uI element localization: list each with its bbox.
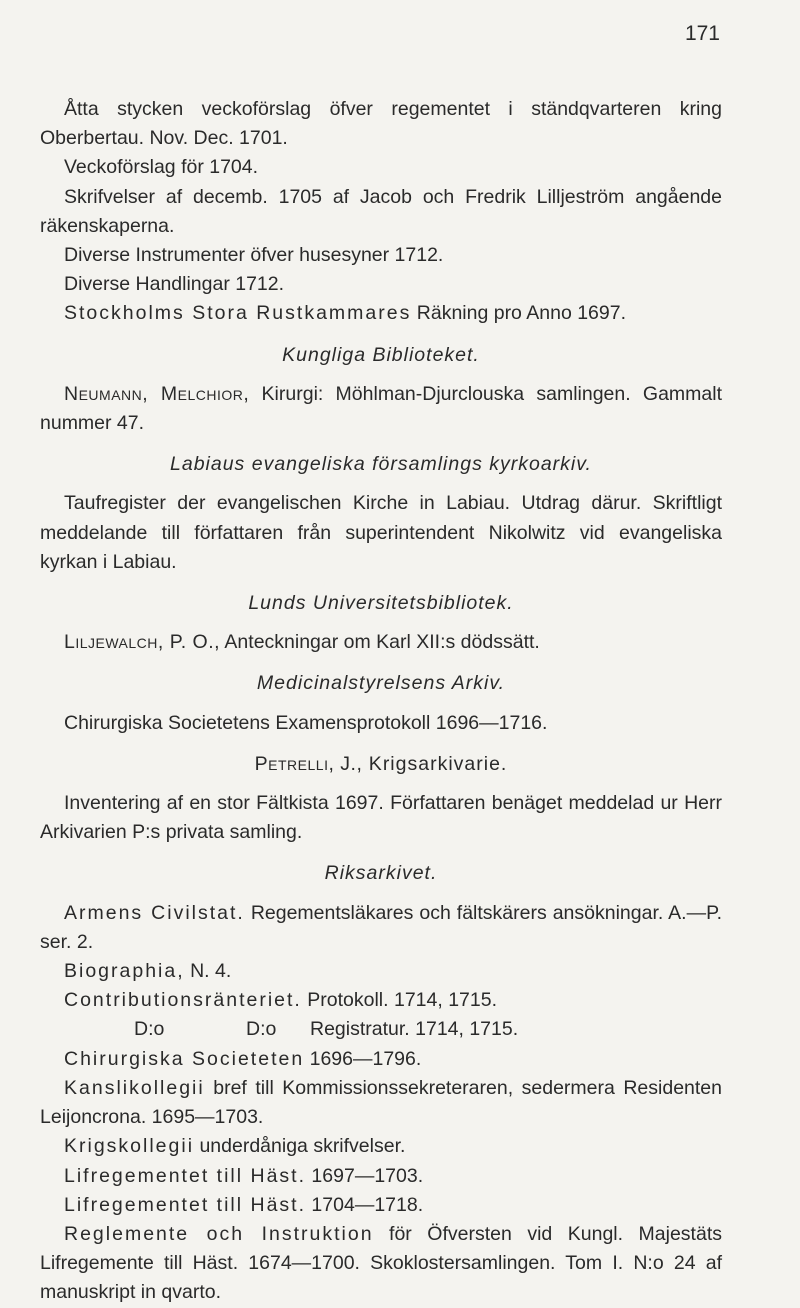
entry-reglemente-title: Reglemente och Instruktion	[64, 1222, 374, 1245]
entry-armens-civilstat	[40, 899, 722, 957]
entry-biographia	[40, 957, 722, 986]
entry-krigskollegii-title: Krigskollegii	[64, 1135, 195, 1158]
heading-medicinalstyrelsen: Medicinalstyrelsens Arkiv.	[256, 672, 506, 695]
entry-reglemente-text: för Öfversten vid Kungl. Majestäts Lifregemente till Häst. 1674—1700. Skoklostersamlingen. Tom I. N:o 24 af manuskript in qvarto.	[40, 1222, 722, 1304]
entry-lifregementet-1697-text: 1697—1703.	[306, 1164, 424, 1187]
entry-rustkammare	[40, 299, 722, 328]
entry-handlingar-1712: Diverse Handlingar 1712.	[64, 273, 285, 296]
entry-kanslikollegii	[40, 1074, 722, 1132]
page-body	[40, 95, 722, 1308]
entry-labiau: Taufregister der evangelischen Kirche in Labiau. Utdrag därur. Skriftligt meddelande till författaren från superintendent Nikolwitz vid evangeliska kyrkan i Labiau.	[40, 492, 722, 573]
entry-contributionsranteriet-text: Protokoll. 1714, 1715.	[301, 989, 497, 1012]
entry-rustkammare-title: Stockholms Stora Rustkammares	[64, 302, 412, 325]
entry-ditto-registratur	[40, 1015, 722, 1044]
entry-kanslikollegii-text: bref till Kommissionssekreteraren, sedermera Residenten Leijoncrona. 1695—1703.	[40, 1076, 722, 1129]
author-liljewalch: Liljewalch, P. O.,	[64, 631, 221, 654]
author-neumann: Neumann, Melchior,	[64, 382, 250, 405]
heading-riksarkivet: Riksarkivet.	[324, 862, 438, 885]
entry-chirurgiska-societeten	[40, 1045, 722, 1074]
entry-skrifvelser-1705: Skrifvelser af decemb. 1705 af Jacob och Fredrik Lilljeström angående räkenskaperna.	[40, 185, 722, 237]
entry-veckoforslag-1701: Åtta stycken veckoförslag öfver regementet i ständqvarteren kring Oberbertau. Nov. Dec. 1701.	[40, 98, 722, 150]
entry-neumann	[40, 380, 722, 438]
entry-neumann-text: Kirurgi: Möhlman-Djurclouska samlingen. Gammalt nummer 47.	[40, 382, 722, 435]
entry-contributionsranteriet	[40, 986, 722, 1015]
heading-labiau: Labiaus evangeliska församlings kyrkoarkiv.	[170, 453, 592, 476]
entry-reglemente	[40, 1220, 722, 1308]
entry-krigskollegii-text: underdåniga skrifvelser.	[194, 1135, 406, 1158]
entry-lifregementet-1704-title: Lifregementet till Häst.	[64, 1193, 307, 1216]
entry-liljewalch	[40, 628, 722, 657]
entry-lifregementet-1697	[40, 1162, 722, 1191]
entry-lifregementet-1704-text: 1704—1718.	[306, 1193, 424, 1216]
entry-veckoforslag-1704: Veckoförslag för 1704.	[64, 156, 259, 179]
entry-biographia-text: N. 4.	[184, 960, 232, 983]
ditto-2: D:o	[246, 1018, 277, 1041]
entry-faltkista: Inventering af en stor Fältkista 1697. Författaren benäget meddelad ur Herr Arkivarien P:s privata samling.	[40, 792, 722, 844]
entry-chirurgiska-title: Chirurgiska Societeten	[64, 1047, 305, 1070]
heading-lunds: Lunds Universitetsbibliotek.	[248, 592, 514, 615]
author-petrelli: Petrelli, J.,	[254, 752, 363, 775]
entry-registratur-text: Registratur. 1714, 1715.	[310, 1018, 519, 1041]
entry-rustkammare-text: Räkning pro Anno 1697.	[411, 302, 627, 325]
entry-lifregementet-1704	[40, 1191, 722, 1220]
entry-biographia-title: Biographia,	[64, 960, 185, 983]
page-number: 171	[684, 22, 720, 45]
entry-chirurgiska-text: 1696—1796.	[304, 1047, 422, 1070]
heading-petrelli	[40, 750, 722, 779]
entry-liljewalch-text: Anteckningar om Karl XII:s dödssätt.	[220, 631, 540, 654]
entry-kanslikollegii-title: Kanslikollegii	[64, 1076, 205, 1099]
entry-lifregementet-1697-title: Lifregementet till Häst.	[64, 1164, 307, 1187]
entry-contributionsranteriet-title: Contributionsränteriet.	[64, 989, 302, 1012]
heading-kungliga-biblioteket: Kungliga Biblioteket.	[282, 343, 480, 366]
heading-petrelli-title: Krigsarkivarie.	[362, 752, 508, 775]
entry-armens-civilstat-text: Regementsläkares och fältskärers ansökningar. A.—P. ser. 2.	[40, 901, 723, 953]
entry-examensprotokoll: Chirurgiska Societetens Examensprotokoll 1696—1716.	[64, 711, 548, 734]
entry-krigskollegii	[40, 1132, 722, 1161]
ditto-1: D:o	[134, 1018, 165, 1041]
entry-armens-civilstat-title: Armens Civilstat.	[64, 901, 245, 924]
entry-instrumenter-1712: Diverse Instrumenter öfver husesyner 1712.	[64, 244, 444, 267]
